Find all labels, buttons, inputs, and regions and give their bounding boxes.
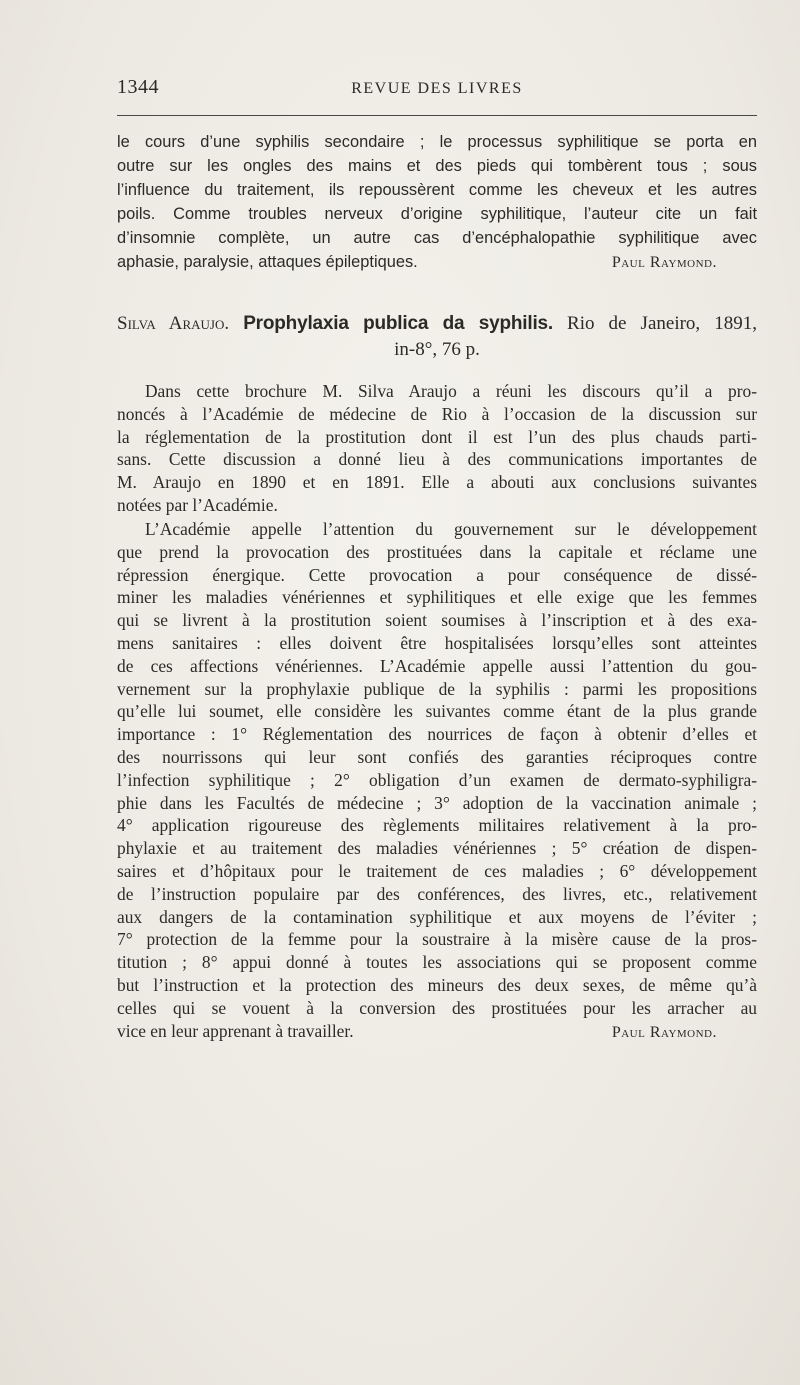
text-line: saires et d’hôpitaux pour le traitement de ces maladies ; 6° développement [117, 860, 757, 881]
book-place-date: Rio de Janeiro, 1891, [567, 313, 757, 334]
review-paragraph-1 [117, 380, 757, 517]
running-title: REVUE DES LIVRES [351, 80, 523, 97]
book-entry-heading [117, 311, 757, 363]
page-header [117, 74, 757, 104]
text-line: qu’elle lui soumet, elle considère les suivantes comme étant de la plus grande [117, 701, 757, 722]
text-line: notées par l’Académie. [117, 494, 278, 515]
text-line: des nourrissons qui leur sont confiés des garanties réciproques contre [117, 746, 757, 767]
text-line: l’influence du traitement, ils repoussèrent comme les cheveux et les autres [117, 181, 757, 199]
text-line: de l’instruction populaire par des conférences, des livres, etc., relativement [117, 883, 757, 904]
text-line: qui se livrent à la prostitution soient soumises à l’inscription et à des exa- [117, 610, 757, 631]
review-closing [117, 1020, 757, 1043]
text-line: miner les maladies vénériennes et syphilitiques et elle exige que les femmes [117, 587, 757, 608]
previous-review-signature: Paul Raymond. [611, 254, 717, 271]
text-line: L’Académie appelle l’attention du gouvernement sur le développement [145, 519, 757, 539]
text-line: aphasie, paralysie, attaques épileptiques. [117, 253, 418, 271]
text-line: répression énergique. Cette provocation a pour conséquence de dissé- [117, 564, 757, 585]
text-line: aux dangers de la contamination syphilitique et aux moyens de l’éviter ; [117, 906, 757, 927]
text-line: M. Araujo en 1890 et en 1891. Elle a abouti aux conclusions suivantes [117, 472, 757, 493]
text-line: 4° application rigoureuse des règlements militaires relativement à la pro- [117, 815, 757, 836]
text-line: but l’instruction et la protection des mineurs des deux sexes, de même qu’à [117, 974, 757, 995]
text-line: mens sanitaires : elles doivent être hospitalisées lorsqu’elles sont atteintes [117, 632, 757, 653]
header-rule [117, 115, 757, 116]
text-line: phylaxie et au traitement des maladies vénériennes ; 5° création de dispen- [117, 838, 757, 859]
text-line: celles qui se vouent à la conversion des prostituées pour les arracher au [117, 997, 757, 1018]
text-line: que prend la provocation des prostituées dans la capitale et réclame une [117, 541, 757, 562]
text-line: Dans cette brochure M. Silva Araujo a réuni les discours qu’il a pro- [145, 381, 757, 401]
book-author: Silva Araujo. [117, 313, 230, 334]
previous-review-text [117, 133, 757, 277]
text-line: de ces affections vénériennes. L’Académie appelle aussi l’attention du gou- [117, 655, 757, 676]
text-line: d’insomnie complète, un autre cas d’encéphalopathie syphilitique avec [117, 229, 757, 247]
page-number: 1344 [117, 76, 159, 98]
text-line: phie dans les Facultés de médecine ; 3° adoption de la vaccination animale ; [117, 792, 757, 813]
text-line: noncés à l’Académie de médecine de Rio à l’occasion de la discussion sur [117, 403, 757, 424]
text-line: outre sur les ongles des mains et des pieds qui tombèrent tous ; sous [117, 157, 757, 175]
text-line: titution ; 8° appui donné à toutes les associations qui se proposent comme [117, 952, 757, 973]
text-line: la réglementation de la prostitution dont il est l’un des plus chauds parti- [117, 426, 757, 447]
text-line: l’infection syphilitique ; 2° obligation d’un examen de dermato-syphiligra- [117, 769, 757, 790]
book-format: in-8°, 76 p. [394, 339, 480, 360]
text-line: vernement sur la prophylaxie publique de la syphilis : parmi les propositions [117, 678, 757, 699]
text-line: 7° protection de la femme pour la soustraire à la misère cause de la pros- [117, 929, 757, 950]
review-signature: Paul Raymond. [611, 1023, 717, 1041]
text-line: importance : 1° Réglementation des nourrices de façon à obtenir d’elles et [117, 724, 757, 745]
text-line: le cours d’une syphilis secondaire ; le processus syphilitique se porta en [117, 133, 757, 151]
previous-review-closing [117, 253, 757, 277]
text-line: poils. Comme troubles nerveux d’origine syphilitique, l’auteur cite un fait [117, 205, 757, 223]
review-paragraph-2 [117, 518, 757, 1042]
text-line: vice en leur apprenant à travailler. [117, 1020, 354, 1041]
text-line: sans. Cette discussion a donné lieu à des communications importantes de [117, 449, 757, 470]
book-title: Prophylaxia publica da syphilis. [243, 313, 553, 334]
